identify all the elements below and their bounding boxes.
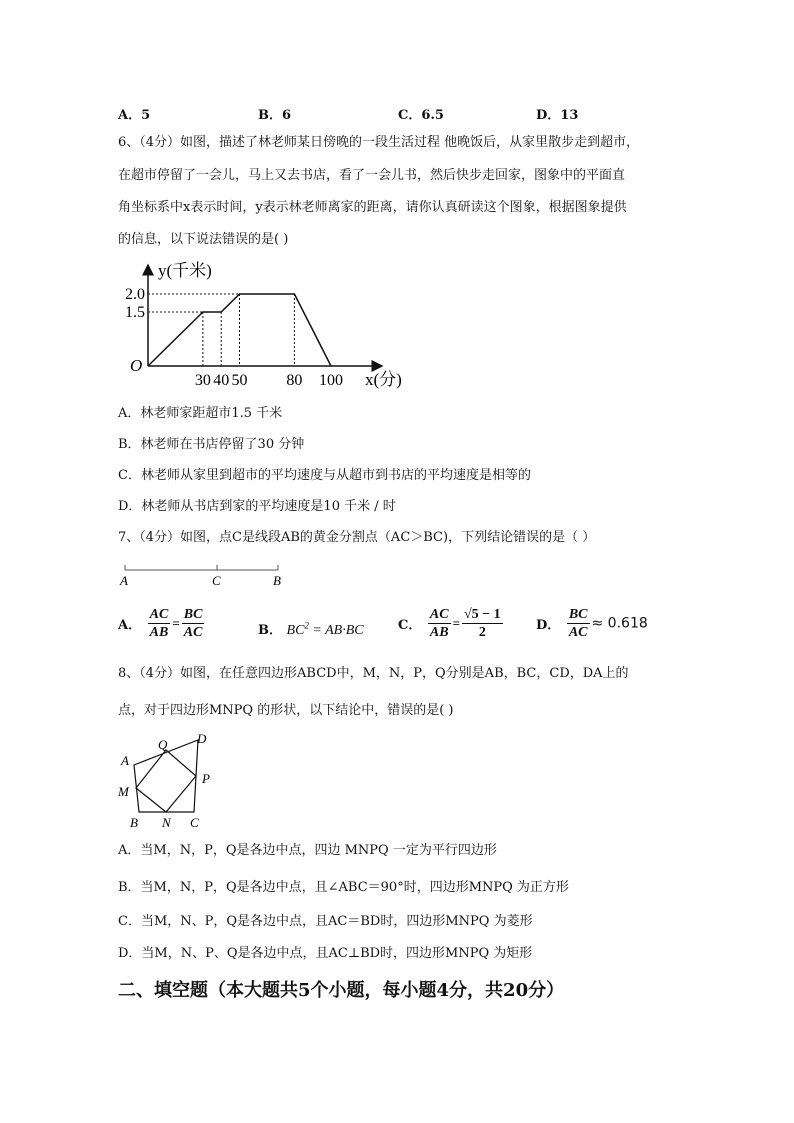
fraction	[182, 606, 205, 641]
q5-option-b-letter: B．	[258, 108, 282, 123]
vertex-d-label: D	[197, 731, 207, 746]
golden-section-segment	[115, 560, 295, 590]
fraction	[462, 606, 503, 641]
q7-option-b-letter: B．	[258, 623, 282, 638]
y-tick-label-2.0: 2.0	[125, 286, 145, 303]
denominator: AC	[568, 625, 588, 640]
origin-label: O	[130, 356, 143, 375]
quadrilateral-figure	[110, 728, 220, 833]
q6-option-a: A．林老师家距超市1.5 千米	[118, 406, 283, 421]
q8-option-b: B．当M，N，P，Q是各边中点，且∠ABC＝90°时，四边形MNPQ 为正方形	[118, 880, 569, 895]
q6-option-b: B．林老师在书店停留了30 分钟	[118, 437, 305, 452]
x-axis-label: x(分)	[365, 370, 402, 389]
q7-option-b	[258, 619, 364, 639]
q6-stem-line-1: 6、（4分）如图，描述了林老师某日傍晚的一段生活过程 他晚饭后，从家里散步走到超市，	[118, 135, 640, 150]
q5-option-a-text: 5	[141, 108, 151, 123]
numerator: AC	[429, 607, 449, 622]
q6-option-c: C．林老师从家里到超市的平均速度与从超市到书店的平均速度是相等的	[118, 468, 531, 483]
section-2-heading: 二、填空题（本大题共5个小题，每小题4分，共20分）	[118, 980, 565, 1001]
equals-sign: =	[172, 615, 180, 631]
q7-option-c-letter: C．	[398, 618, 422, 633]
x-tick-label-30: 30	[194, 372, 211, 389]
q5-option-d-text: 13	[560, 108, 579, 123]
q7-option-d-letter: D．	[536, 618, 561, 633]
x-tick-label-100: 100	[319, 372, 343, 389]
point-b-label: B	[273, 573, 281, 588]
x-tick-label-50: 50	[231, 372, 248, 389]
equals-sign: =	[452, 615, 460, 631]
q8-stem-line-2: 点，对于四边形MNPQ 的形状，以下结论中，错误的是( )	[118, 703, 454, 718]
q5-option-c	[398, 104, 444, 123]
q5-option-b-text: 6	[282, 108, 292, 123]
q6-option-d: D．林老师从书店到家的平均速度是10 千米 / 时	[118, 499, 396, 514]
vertex-b-label: B	[130, 815, 138, 830]
denominator: AB	[149, 625, 169, 640]
expr-base: BC	[286, 623, 305, 638]
q5-option-c-text: 6.5	[421, 108, 444, 123]
q7-option-d	[536, 606, 648, 641]
point-a-label: A	[120, 573, 128, 588]
q5-option-a	[118, 104, 150, 123]
numerator: BC	[183, 607, 203, 622]
x-tick-label-40: 40	[213, 372, 230, 389]
q7-option-a	[118, 606, 206, 641]
q7-option-c	[398, 606, 505, 641]
q5-option-d-letter: D．	[536, 108, 561, 123]
q5-option-a-letter: A．	[118, 108, 142, 123]
denominator: AC	[183, 625, 203, 640]
distance-time-graph	[110, 255, 420, 395]
q8-option-a: A．当M，N，P，Q是各边中点，四边 MNPQ 一定为平行四边形	[118, 843, 497, 858]
q8-option-d: D．当M，N、P、Q是各边中点，且AC⊥BD时，四边形MNPQ 为矩形	[118, 946, 533, 961]
fraction	[567, 606, 590, 641]
fraction	[428, 606, 451, 641]
q6-stem-line-2: 在超市停留了一会儿，马上又去书店，看了一会儿书，然后快步走回家，图象中的平面直	[118, 168, 626, 183]
point-c-label: C	[212, 573, 221, 588]
q7-option-b-expr	[286, 620, 364, 638]
y-axis-label: y(千米)	[158, 261, 212, 280]
vertex-c-label: C	[190, 815, 199, 830]
q5-option-c-letter: C．	[398, 108, 422, 123]
fraction	[148, 606, 171, 641]
numerator: AC	[149, 607, 169, 622]
point-m-label: M	[118, 784, 129, 799]
q6-stem-line-4: 的信息，以下说法错误的是( )	[118, 232, 289, 247]
q5-option-d	[536, 104, 578, 123]
numerator: BC	[568, 607, 588, 622]
q7-option-a-letter: A．	[118, 618, 142, 633]
denominator: AB	[429, 625, 449, 640]
denominator: 2	[478, 625, 486, 640]
q5-option-b	[258, 104, 291, 123]
approx-value: ≈ 0.618	[591, 615, 648, 632]
expr-rest: = AB·BC	[308, 623, 364, 638]
point-n-label: N	[162, 815, 171, 830]
y-tick-label-1.5: 1.5	[125, 304, 145, 321]
point-p-label: P	[202, 771, 210, 786]
expr-exponent: 2	[304, 620, 309, 631]
q7-stem: 7、（4分）如图，点C是线段AB的黄金分割点（AC＞BC)，下列结论错误的是（ ）	[118, 530, 596, 545]
vertex-a-label: A	[121, 753, 129, 768]
q6-stem-line-3: 角坐标系中x表示时间，y表示林老师离家的距离，请你认真研读这个图象，根据图象提供	[118, 200, 627, 215]
x-tick-label-80: 80	[286, 372, 303, 389]
q8-stem-line-1: 8、（4分）如图，在任意四边形ABCD中，M，N，P，Q分别是AB，BC，CD，DA上的	[118, 666, 629, 681]
q8-option-c: C．当M，N、P，Q是各边中点，且AC＝BD时，四边形MNPQ 为菱形	[118, 914, 533, 929]
numerator: √5 − 1	[464, 607, 501, 622]
point-q-label: Q	[158, 737, 168, 752]
